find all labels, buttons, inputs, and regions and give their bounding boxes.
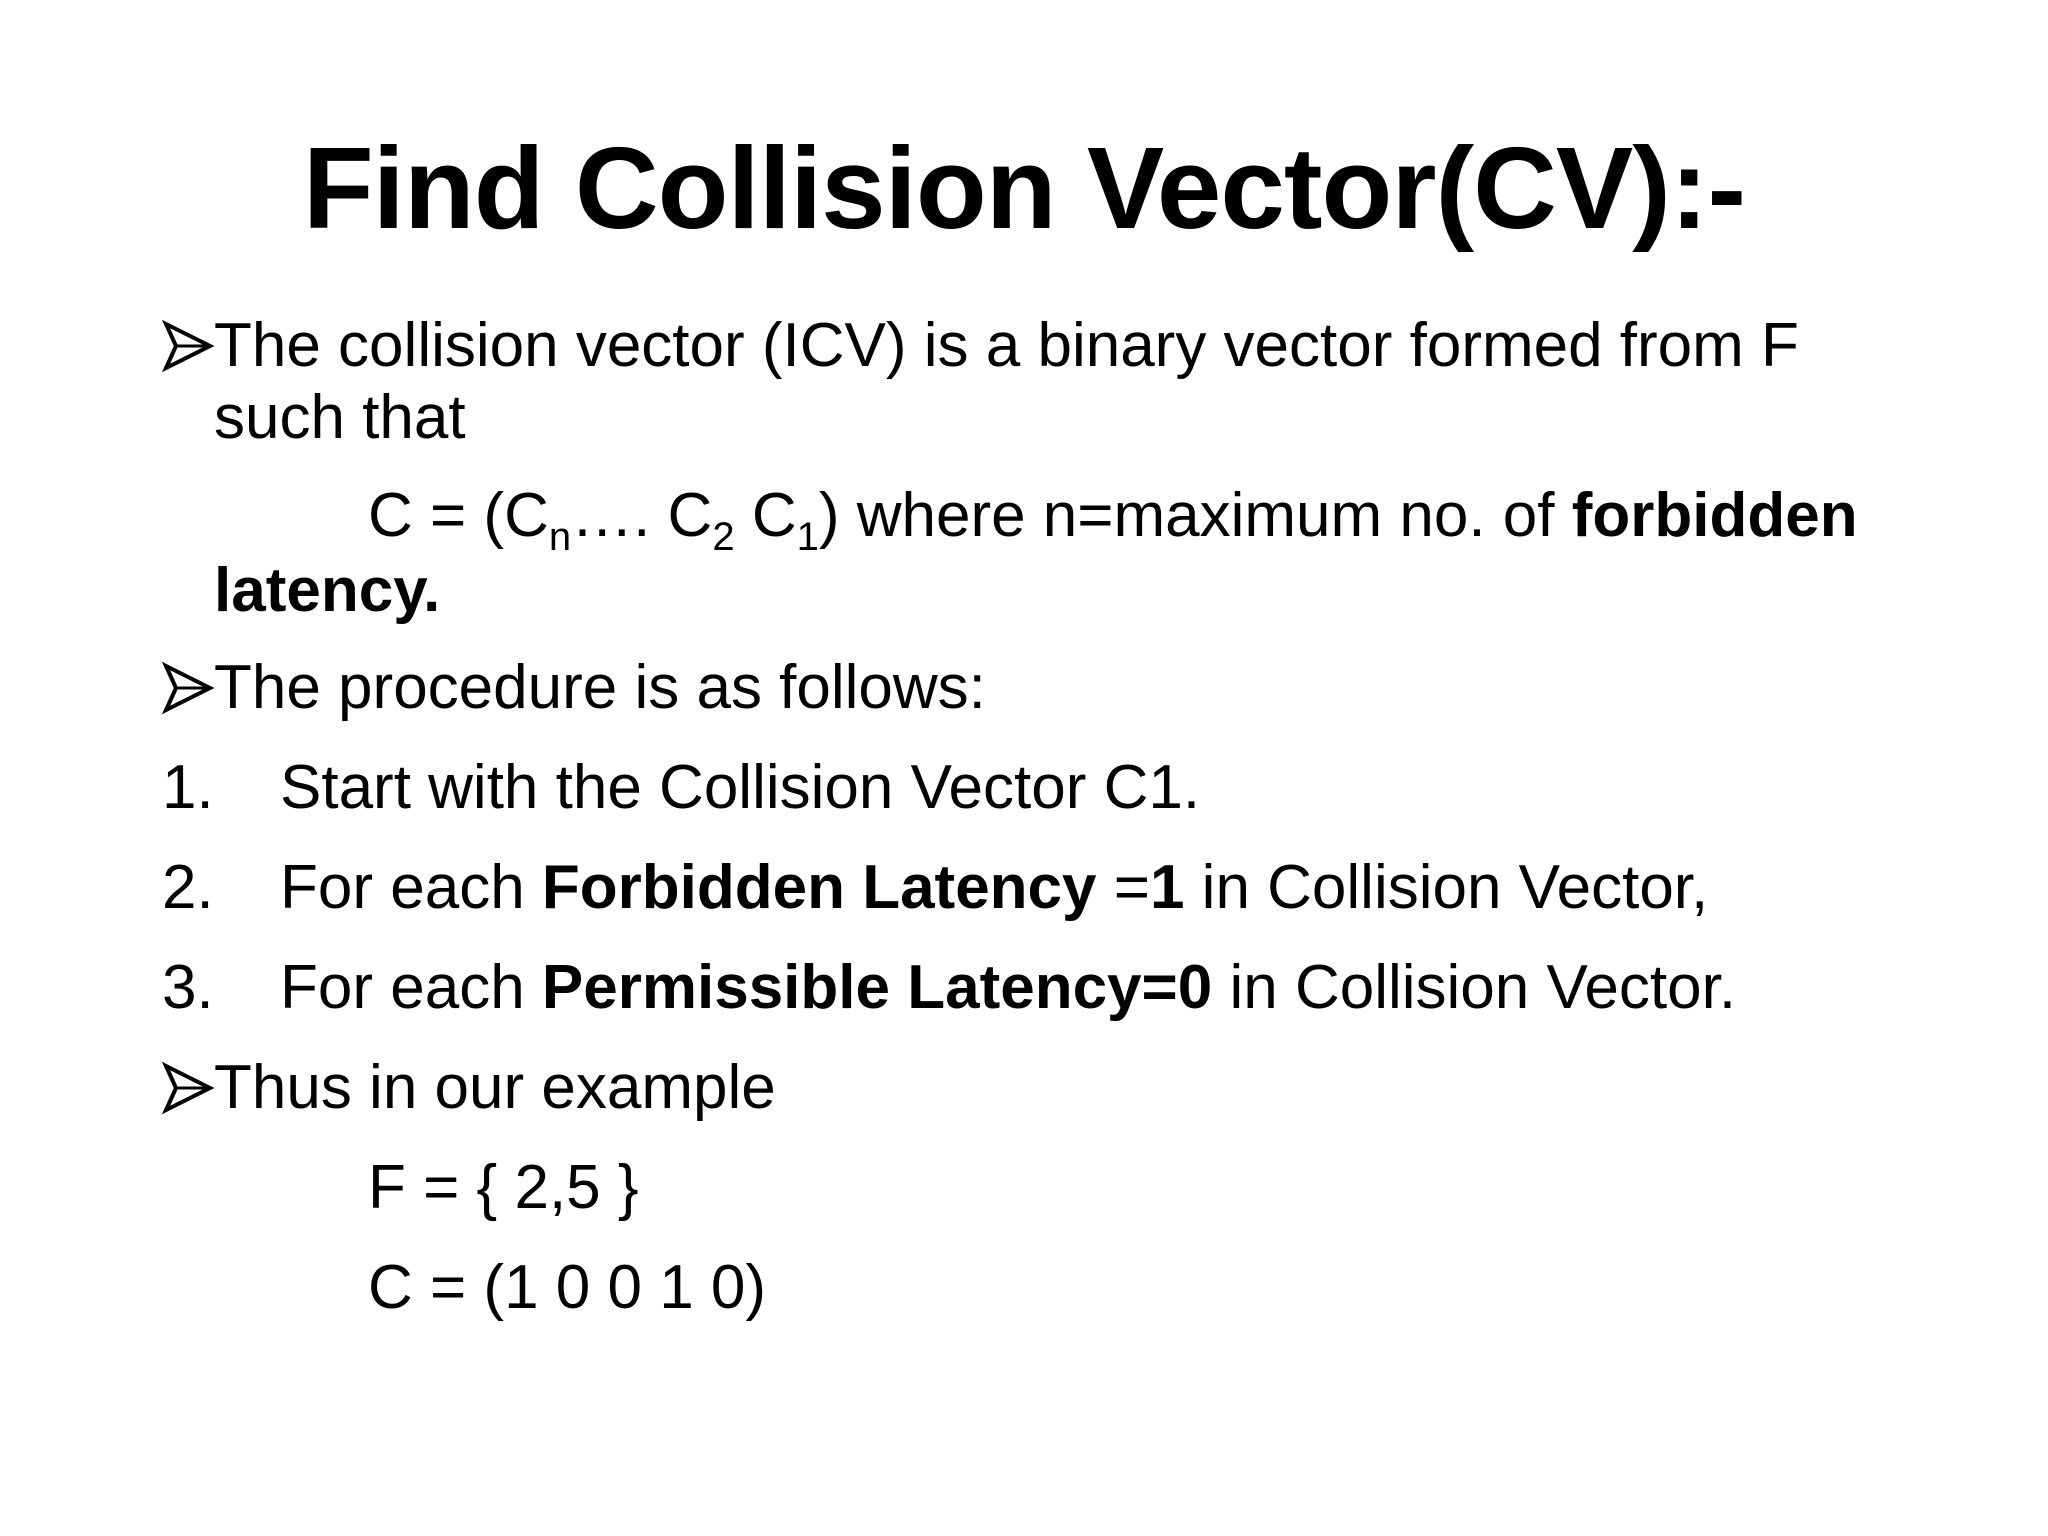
step-2-number: 2. bbox=[162, 853, 214, 922]
step-2 bbox=[162, 852, 1708, 923]
example-f-line: F = { 2,5 } bbox=[368, 1153, 639, 1222]
bullet-1-line-2: such that bbox=[214, 383, 466, 452]
bullet-1-text: The collision vector (ICV) is a binary vector formed from F bbox=[214, 311, 1799, 380]
step-2-bold: Forbidden Latency bbox=[541, 853, 1097, 922]
formula-bold-end: forbidden bbox=[1571, 481, 1858, 550]
slide-title: Find Collision Vector(CV):- bbox=[302, 123, 1746, 253]
arrow-bullet-icon bbox=[162, 662, 214, 714]
step-1-number: 1. bbox=[162, 753, 214, 822]
arrow-bullet-icon bbox=[162, 320, 214, 372]
formula-wrap-line bbox=[214, 555, 440, 626]
example-c-line: C = (1 0 0 1 0) bbox=[368, 1253, 767, 1322]
step-2-bold-2: 1 bbox=[1149, 853, 1185, 922]
step-2-mid: = bbox=[1096, 853, 1150, 922]
step-1 bbox=[162, 752, 1200, 823]
bullet-3-line bbox=[162, 1052, 776, 1123]
step-3-bold: Permissible Latency=0 bbox=[541, 953, 1213, 1022]
step-2-pre: For each bbox=[280, 853, 542, 922]
bullet-3-text: Thus in our example bbox=[214, 1053, 776, 1122]
bullet-1-line-1 bbox=[162, 310, 1799, 381]
formula-sub-1: 1 bbox=[796, 515, 819, 559]
step-3-number: 3. bbox=[162, 953, 214, 1022]
step-2-post: in Collision Vector, bbox=[1184, 853, 1709, 922]
bullet-2-text: The procedure is as follows: bbox=[214, 653, 986, 722]
step-3-post: in Collision Vector. bbox=[1212, 953, 1737, 1022]
step-1-text: Start with the Collision Vector C1. bbox=[280, 753, 1201, 822]
formula-sub-2: 2 bbox=[712, 515, 735, 559]
arrow-bullet-icon bbox=[162, 1062, 214, 1114]
formula-sub-n: n bbox=[548, 515, 572, 559]
formula-mid-2: C bbox=[734, 481, 797, 550]
step-3-pre: For each bbox=[280, 953, 542, 1022]
formula-suffix: ) where n=maximum no. of bbox=[818, 481, 1572, 550]
formula-line bbox=[368, 480, 1858, 559]
bullet-2-line bbox=[162, 652, 986, 723]
formula-mid-1: …. C bbox=[571, 481, 713, 550]
formula-bold-wrap: latency. bbox=[214, 556, 441, 625]
step-3 bbox=[162, 952, 1736, 1023]
formula-prefix: C = (C bbox=[368, 481, 549, 550]
